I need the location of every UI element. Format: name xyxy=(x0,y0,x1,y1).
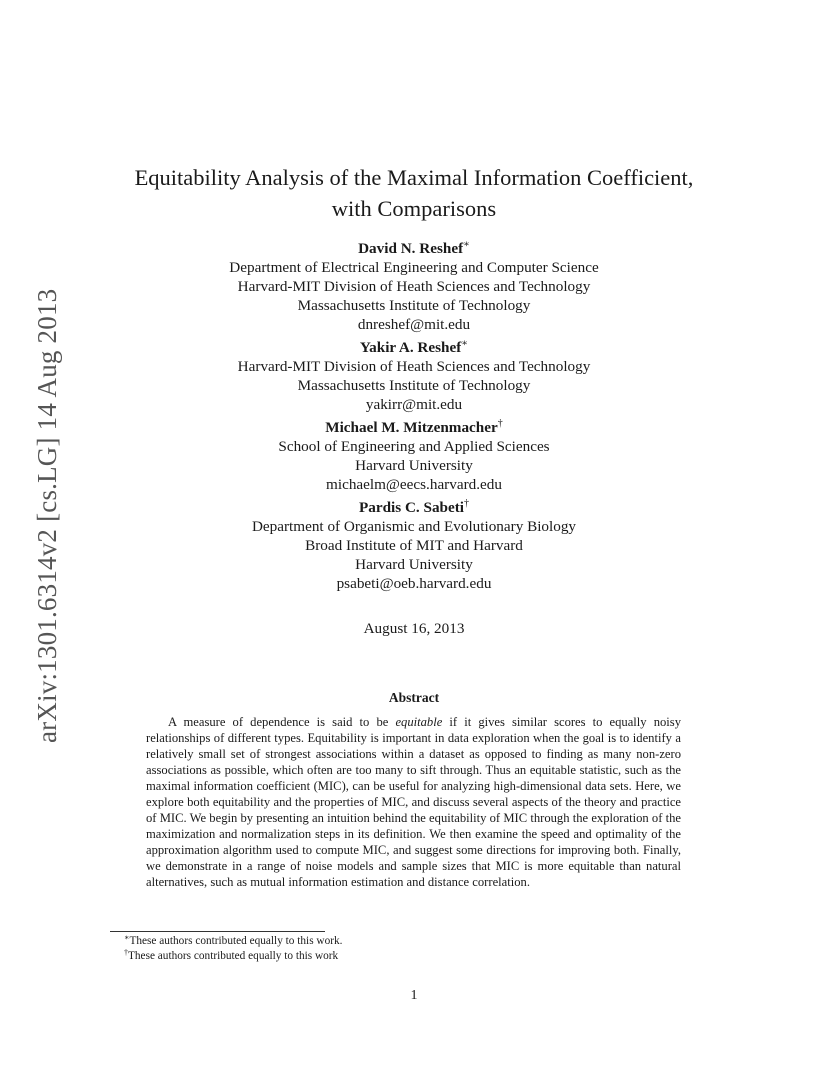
author-affiliation: Department of Electrical Engineering and Computer Science xyxy=(229,259,599,276)
title-line-1: Equitability Analysis of the Maximal Information Coefficient, xyxy=(134,165,694,190)
footnote: †These authors contributed equally to this work xyxy=(124,948,339,962)
footnotes xyxy=(124,934,342,964)
author-block xyxy=(0,418,828,494)
page-number: 1 xyxy=(410,988,418,1003)
author-affiliation: Department of Organismic and Evolutionary Biology xyxy=(251,518,577,535)
abstract-text: A measure of dependence is said to be equitable if it gives similar scores to equally noisy relationships of different types. Equitability is important in data exploration when the goal is to identify a relatively small set of strongest associations within a dataset as opposed to finding as many non-zero associations as possible, which often are too many to sift through. Thus an equitable statistic, such as the maximal information coefficient (MIC), can be useful for analyzing high-dimensional data sets. Here, we explore both equitability and the properties of MIC, and discuss several aspects of the theory and practice of MIC. We begin by presenting an intuition behind the equitability of MIC through the exploration of the maximization and normalization steps in its definition. We then examine the speed and optimality of the approximation algorithm used to compute MIC, and suggest some directions for improving both. Finally, we demonstrate in a range of noise models and sample sizes that MIC is more equitable than natural alternatives, such as mutual information estimation and distance correlation. xyxy=(146,715,681,889)
author-affiliation: Harvard-MIT Division of Heath Sciences and Technology xyxy=(237,278,591,295)
title-line-2: with Comparisons xyxy=(331,196,497,221)
author-name: Pardis C. Sabeti† xyxy=(358,498,470,516)
author-name: Michael M. Mitzenmacher† xyxy=(325,418,503,436)
author-name: David N. Reshef∗ xyxy=(358,239,470,257)
author-affiliation: School of Engineering and Applied Sciences xyxy=(278,438,550,455)
author-footnote-mark: † xyxy=(464,498,470,509)
author-affiliation: Harvard-MIT Division of Heath Sciences and Technology xyxy=(237,358,591,375)
author-footnote-mark: † xyxy=(497,418,503,429)
arxiv-identifier-stamp: arXiv:1301.6314v2 [cs.LG] 14 Aug 2013 xyxy=(32,288,62,744)
author-block xyxy=(0,498,828,593)
publication-date: August 16, 2013 xyxy=(363,620,465,637)
author-email: psabeti@oeb.harvard.edu xyxy=(336,575,492,592)
author-affiliation: Harvard University xyxy=(355,457,473,474)
author-name: Yakir A. Reshef∗ xyxy=(359,338,469,356)
author-affiliation: Broad Institute of MIT and Harvard xyxy=(305,537,523,554)
author-affiliation: Harvard University xyxy=(355,556,473,573)
author-affiliation: Massachusetts Institute of Technology xyxy=(297,377,531,394)
abstract-emphasis: equitable xyxy=(395,715,443,729)
footnote: ∗These authors contributed equally to this work. xyxy=(124,933,343,947)
author-email: dnreshef@mit.edu xyxy=(357,316,471,333)
author-email: michaelm@eecs.harvard.edu xyxy=(326,476,502,493)
author-list xyxy=(0,239,828,593)
author-affiliation: Massachusetts Institute of Technology xyxy=(297,297,531,314)
footnote-rule xyxy=(110,931,325,932)
paper-title xyxy=(0,162,828,224)
author-block xyxy=(0,239,828,334)
author-footnote-mark: ∗ xyxy=(461,338,469,349)
abstract-heading: Abstract xyxy=(388,690,440,705)
author-footnote-mark: ∗ xyxy=(463,239,470,250)
author-email: yakirr@mit.edu xyxy=(365,396,463,413)
author-block xyxy=(0,338,828,414)
